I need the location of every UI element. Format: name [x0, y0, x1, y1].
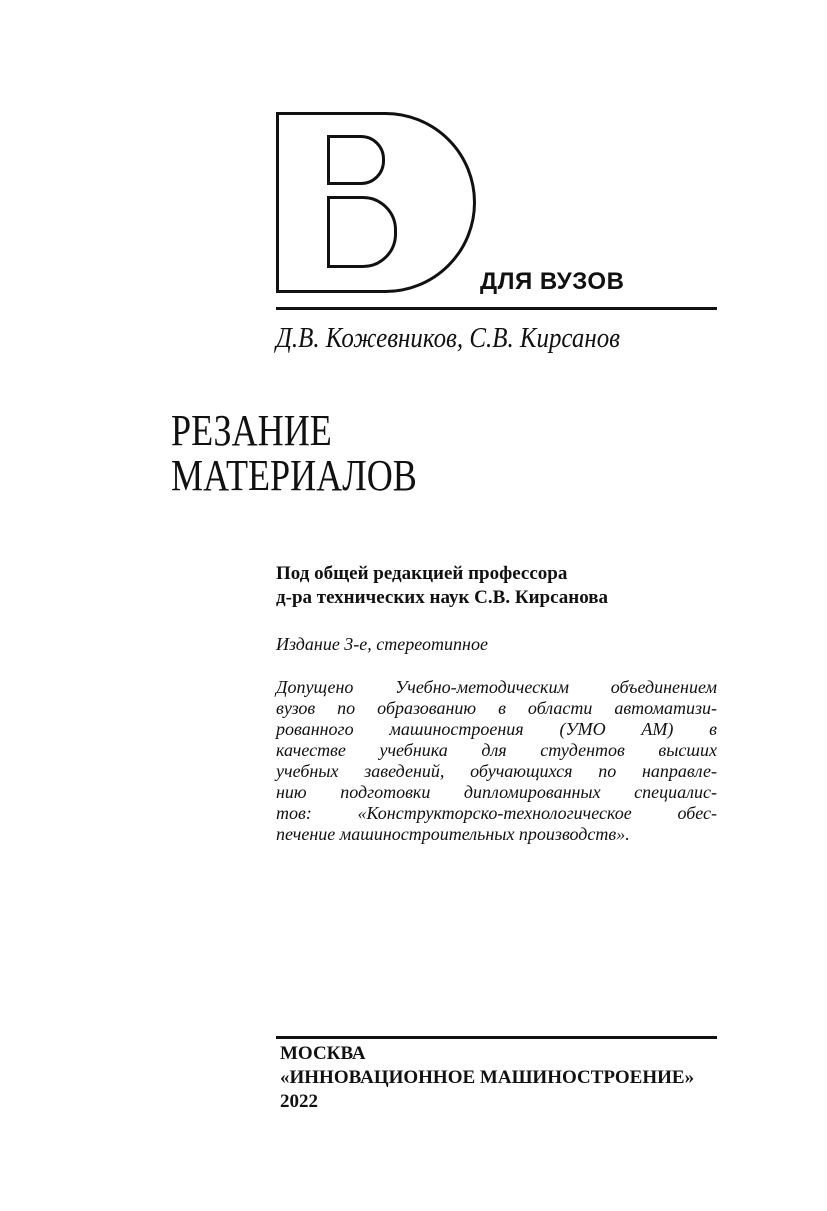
title-line-2: МАТЕРИАЛОВ — [171, 451, 417, 500]
approval-line: Допущено Учебно-методическим объединением — [276, 677, 717, 697]
approval-line: нию подготовки дипломированных специалис- — [276, 782, 717, 802]
approval-statement — [276, 677, 717, 845]
approval-line: рованного машиностроения (УМО АМ) в — [276, 719, 717, 739]
editor-line-2: д-ра технических наук С.В. Кирсанова — [276, 587, 609, 608]
edition-note: Издание 3-е, стереотипное — [276, 634, 488, 654]
logo-letter-counter-top — [327, 135, 385, 185]
approval-line: вузов по образованию в области автоматизи- — [276, 698, 717, 718]
authors: Д.В. Кожевников, С.В. Кирсанов — [276, 322, 620, 354]
publisher-name: «ИННОВАЦИОННОЕ МАШИНОСТРОЕНИЕ» — [280, 1067, 695, 1088]
approval-line: тов: «Конструкторско-технологическое обес- — [276, 803, 717, 823]
editor-line-1: Под общей редакцией профессора — [276, 563, 568, 584]
top-divider — [276, 307, 717, 310]
publication-year: 2022 — [280, 1091, 318, 1112]
bottom-divider — [276, 1036, 717, 1039]
logo-letter-counter-bottom — [327, 196, 397, 268]
book-title — [171, 408, 417, 498]
publisher-city: МОСКВА — [280, 1043, 366, 1064]
title-line-1: РЕЗАНИЕ — [171, 406, 332, 455]
approval-line: качестве учебника для студентов высших — [276, 740, 717, 760]
publisher-block — [280, 1042, 694, 1114]
series-label: ДЛЯ ВУЗОВ — [480, 268, 625, 295]
approval-line: печение машиностроительных производств». — [276, 824, 630, 844]
editor-note — [276, 562, 608, 610]
approval-line: учебных заведений, обучающихся по направле- — [276, 761, 717, 781]
